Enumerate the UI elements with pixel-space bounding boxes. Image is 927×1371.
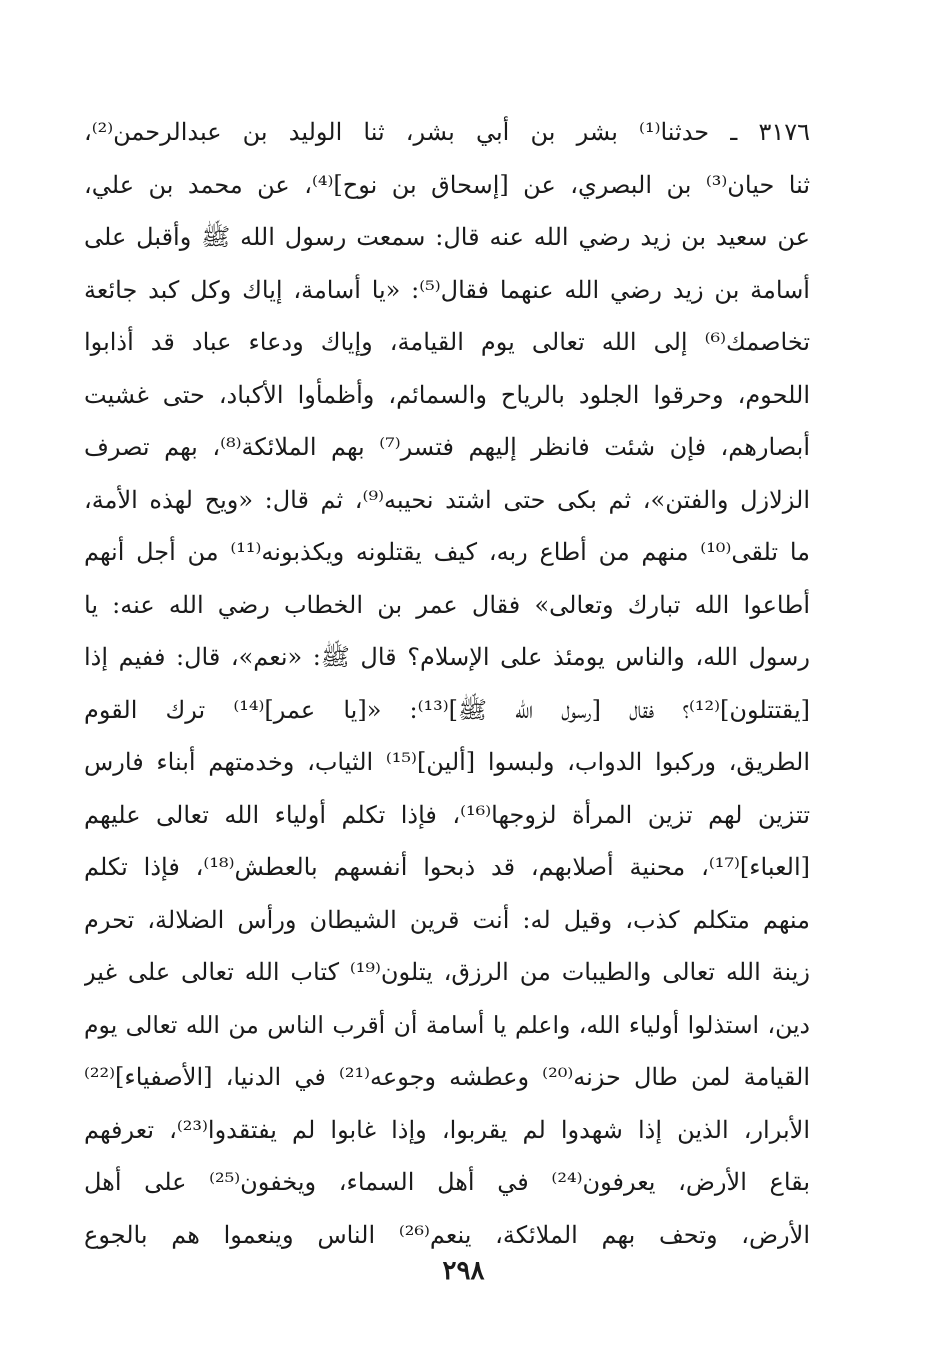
text-line: عن سعيد بن زيد رضي الله عنه قال: سمعت رسول الله ﷺ وأقبل على [84,223,810,251]
page-number: ٢٩٨ [442,1256,485,1286]
text-line: الأبرار، الذين إذا شهدوا لم يقربوا، وإذا غابوا لم يفتقدوا⁽²³⁾، تعرفهم [84,1115,810,1144]
text-line: أسامة بن زيد رضي الله عنهما فقال⁽⁵⁾: «يا أسامة، إياك وكل كبد جائعة [84,275,810,304]
text-line: ما تلقى⁽¹⁰⁾ منهم من أطاع ربه، كيف يقتلونه ويكذبونه⁽¹¹⁾ من أجل أنهم [84,538,810,566]
text-line: أطاعوا الله تبارك وتعالى» فقال عمر بن الخطاب رضي الله عنه: يا [84,590,810,619]
text-line: تتزين لهم تزين المرأة لزوجها⁽¹⁶⁾، فإذا تكلم أولياء الله تعالى عليهم [84,800,810,829]
text-line: أبصارهم، فإن شئت فانظر إليهم فتسر⁽⁷⁾ بهم الملائكة⁽⁸⁾، بهم تصرف [84,433,810,461]
text-line: ثنا حيان⁽³⁾ بن البصري، عن [إسحاق بن نوح]⁽⁴⁾، عن محمد بن علي، [84,170,810,199]
text-line: زينة الله تعالى والطيبات من الرزق، يتلون⁽¹⁹⁾ كتاب الله تعالى على غير [84,958,810,986]
text-line: دين، استذلوا أولياء الله، واعلم يا أسامة أن أقرب الناس من الله تعالى يوم [84,1010,810,1039]
text-line: بقاع الأرض، يعرفون⁽²⁴⁾ في أهل السماء، ويخفون⁽²⁵⁾ على أهل [84,1168,810,1196]
text-line: [العباء]⁽¹⁷⁾، محنية أصلابهم، قد ذبحوا أنفسهم بالعطش⁽¹⁸⁾، فإذا تكلم [84,853,810,881]
hadith-text [84,106,810,1261]
text-line: الطريق، وركبوا الدواب، ولبسوا [ألين]⁽¹⁵⁾ الثياب، وخدمتهم أبناء فارس [84,748,810,776]
text-line: ٣١٧٦ ـ حدثنا⁽¹⁾ بشر بن أبي بشر، ثنا الوليد بن عبدالرحمن⁽²⁾، [84,118,810,146]
text-line: الزلازل والفتن»، ثم بكى حتى اشتد نحيبه⁽⁹⁾، ثم قال: «ويح لهذه الأمة، [84,485,810,514]
text-line: اللحوم، وحرقوا الجلود بالرياح والسمائم، وأظمأوا الأكباد، حتى غشيت [84,380,810,409]
text-line: القيامة لمن طال حزنه⁽²⁰⁾ وعطشه وجوعه⁽²¹⁾ في الدنيا، [الأصفياء]⁽²²⁾ [84,1063,810,1091]
text-line: [يقتتلون]⁽¹²⁾؟ فقال [رسول الله ﷺ]⁽¹³⁾: «[يا عمر]⁽¹⁴⁾ ترك القوم [84,695,810,724]
text-line: منهم متكلم كذب، وقيل له: أنت قرين الشيطان ورأس الضلالة، تحرم [84,905,810,934]
text-line: الأرض، وتحف بهم الملائكة، ينعم⁽²⁶⁾ الناس وينعموا هم بالجوع [84,1220,810,1249]
text-line: تخاصمك⁽⁶⁾ إلى الله تعالى يوم القيامة، وإياك ودعاء عباد قد أذابوا [84,328,810,356]
text-line: رسول الله، والناس يومئذ على الإسلام؟ قال ﷺ: «نعم»، قال: ففيم إذا [84,643,810,671]
